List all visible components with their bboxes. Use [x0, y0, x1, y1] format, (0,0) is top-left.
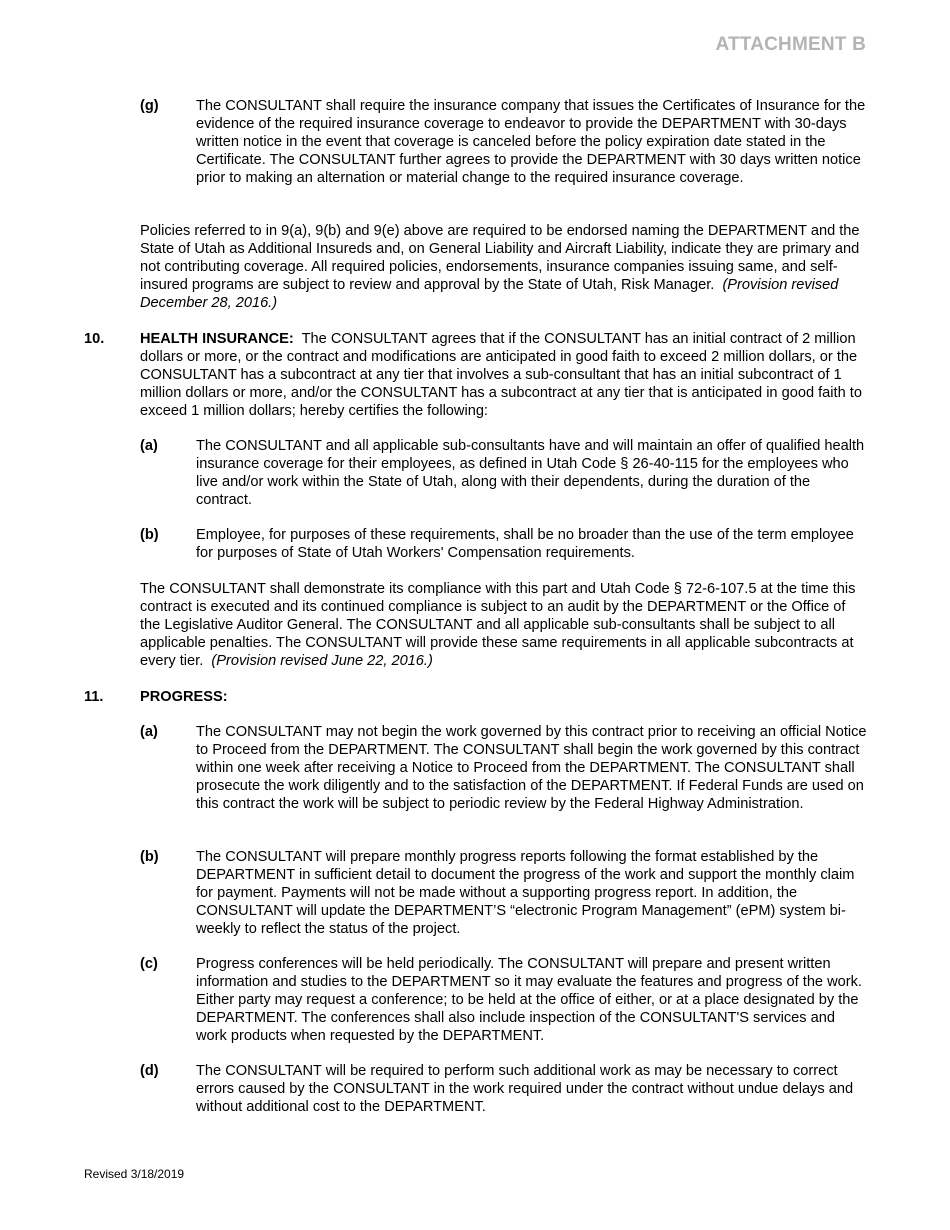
section-heading: HEALTH INSURANCE:	[140, 331, 294, 347]
section-10	[84, 330, 868, 420]
section-11	[84, 688, 868, 706]
policies-paragraph	[140, 222, 868, 312]
section-11-item-b	[140, 848, 868, 938]
revised-footer: Revised 3/18/2019	[84, 1167, 185, 1181]
item-label: (d)	[140, 1063, 159, 1079]
section-heading: PROGRESS:	[140, 689, 228, 705]
closing-text: The CONSULTANT shall demonstrate its compliance with this part and Utah Code § 72-6-107.5 at the time this contract is executed and its continued compliance is subject to an audit by the DEPARTMENT or the Office of the Legislative Auditor General. The CONSULTANT and all applicable sub-consultants shall be subject to all applicable penalties. The CONSULTANT will provide these same requirements in all applicable subcontracts at every tier.	[140, 581, 856, 669]
section-10-closing	[140, 580, 868, 670]
revision-note: (Provision revised December 28, 2016.)	[140, 277, 839, 311]
section-number: 10.	[84, 331, 105, 347]
section-10-item-a	[140, 437, 868, 509]
item-label: (a)	[140, 438, 158, 454]
item-label: (a)	[140, 724, 158, 740]
section-number: 11.	[84, 689, 104, 705]
item-text: The CONSULTANT will prepare monthly progress reports following the format established by the DEPARTMENT in sufficient detail to document the progress of the work and support the monthly claim for payment. Payments will not be made without a supporting progress report. In addition, the CONSULTANT will update the DEPARTMENT’S “electronic Program Management” (ePM) system bi-weekly to reflect the status of the project.	[196, 849, 855, 937]
item-text: The CONSULTANT may not begin the work governed by this contract prior to receiving an official Notice to Proceed from the DEPARTMENT. The CONSULTANT shall begin the work governed by this contract within one week after receiving a Notice to Proceed from the DEPARTMENT. The CONSULTANT shall prosecute the work diligently and to the satisfaction of the DEPARTMENT. If Federal Funds are used on this contract the work will be subject to periodic review by the Federal Highway Administration.	[196, 724, 867, 812]
revision-note: (Provision revised June 22, 2016.)	[211, 653, 433, 669]
item-text: The CONSULTANT and all applicable sub-consultants have and will maintain an offer of qualified health insurance coverage for their employees, as defined in Utah Code § 26-40-115 for the employees who live and/or work within the State of Utah, along with their dependents, during the duration of the contract.	[196, 438, 865, 508]
item-label: (b)	[140, 527, 159, 543]
item-text: Progress conferences will be held periodically. The CONSULTANT will prepare and present written information and studies to the DEPARTMENT so it may evaluate the features and progress of the work. Either party may request a conference; to be held at the office of either, or at a place designated by the DEPARTMENT. The conferences shall also include inspection of the CONSULTANT'S services and work products when requested by the DEPARTMENT.	[196, 956, 862, 1044]
item-label: (b)	[140, 849, 159, 865]
item-text: The CONSULTANT will be required to perform such additional work as may be necessary to correct errors caused by the CONSULTANT in the work required under the contract without undue delays and without additional cost to the DEPARTMENT.	[196, 1063, 854, 1115]
attachment-label: ATTACHMENT B	[715, 34, 866, 55]
item-text: The CONSULTANT shall require the insurance company that issues the Certificates of Insurance for the evidence of the required insurance coverage to endeavor to provide the DEPARTMENT with 30-days written notice in the event that coverage is canceled before the policy expiration date stated in the Certificate. The CONSULTANT further agrees to provide the DEPARTMENT with 30 days written notice prior to making an alternation or material change to the required insurance coverage.	[196, 98, 866, 186]
item-text: Employee, for purposes of these requirements, shall be no broader than the use of the term employee for purposes of State of Utah Workers' Compensation requirements.	[196, 527, 854, 561]
section-10-item-b	[140, 526, 868, 562]
section-11-item-d	[140, 1062, 868, 1116]
item-label: (c)	[140, 956, 158, 972]
section-11-item-a	[140, 723, 868, 813]
section-text: The CONSULTANT agrees that if the CONSULTANT has an initial contract of 2 million dollars or more, or the contract and modifications are anticipated in good faith to exceed 2 million dollars, or the CONSULTANT has a subcontract at any tier that involves a sub-consultant that has an initial subcontract of 1 million dollars or more, and/or the CONSULTANT has a subcontract at any tier that is anticipated in good faith to exceed 1 million dollars; hereby certifies the following:	[140, 331, 862, 419]
policies-text: Policies referred to in 9(a), 9(b) and 9(e) above are required to be endorsed naming the DEPARTMENT and the State of Utah as Additional Insureds and, on General Liability and Aircraft Liability, indicate they are primary and not contributing coverage. All required policies, endorsements, insurance companies issuing same, and self-insured programs are subject to review and approval by the State of Utah, Risk Manager.	[140, 223, 860, 293]
item-g	[140, 97, 868, 187]
section-11-item-c	[140, 955, 868, 1045]
item-label: (g)	[140, 98, 159, 114]
